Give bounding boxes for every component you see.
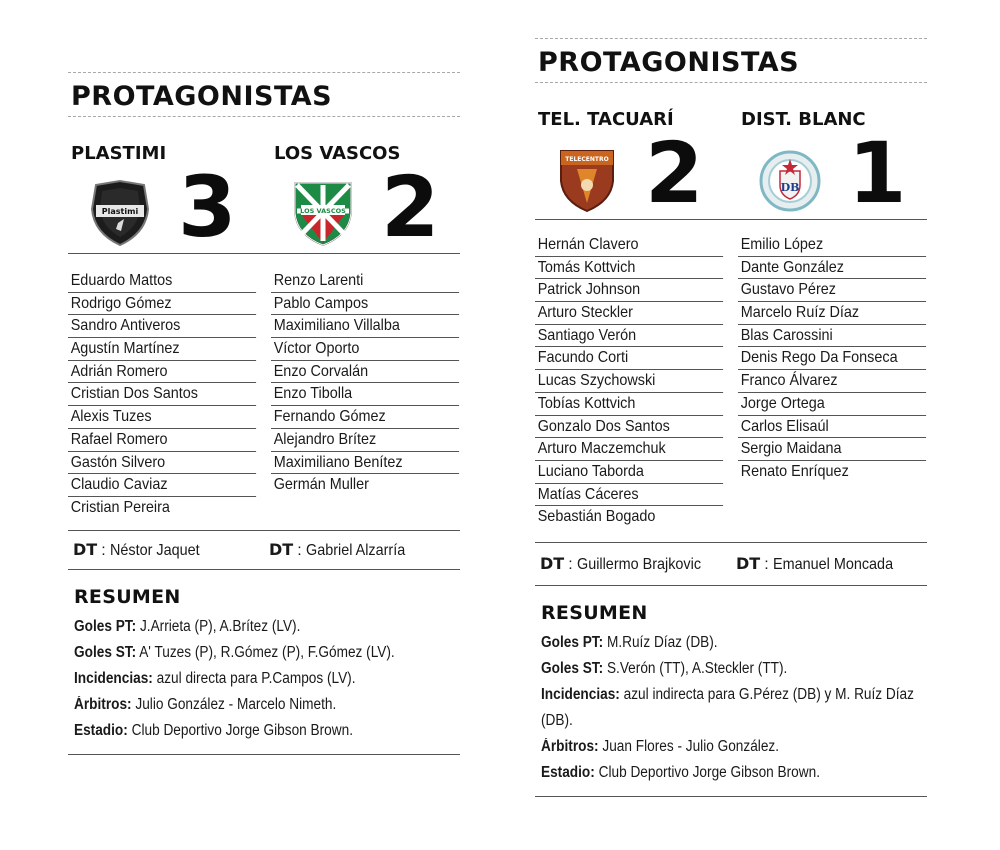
player-row: Pablo Campos [271,293,459,316]
player-row: Tomás Kottvich [535,257,723,280]
summary-goals-first-half: Goles PT: J.Arrieta (P), A.Brítez (LV). [74,618,301,635]
player-row: Santiago Verón [535,325,723,348]
player-row: Agustín Martínez [68,338,256,361]
away-coach: DT : Emanuel Moncada [736,554,894,573]
match-summary [68,570,460,754]
away-coach: DT : Gabriel Alzarría [269,540,406,559]
player-row: Claudio Caviaz [68,474,256,497]
match-card-plastimi-los-vascos [68,72,460,755]
tacuari-crest-icon [555,145,619,215]
player-row: Patrick Johnson [535,279,723,302]
player-row: Cristian Dos Santos [68,383,256,406]
player-row: Blas Carossini [738,325,926,348]
player-row: Maximiliano Benítez [271,452,459,475]
home-score: 2 [645,124,704,222]
player-row: Gonzalo Dos Santos [535,416,723,439]
player-row: Maximiliano Villalba [271,315,459,338]
player-row: Sergio Maidana [738,438,926,461]
player-row: Eduardo Mattos [68,270,256,293]
coaches-row [535,543,927,585]
summary-goals-second-half: Goles ST: S.Verón (TT), A.Steckler (TT). [541,660,788,677]
los-vascos-crest-icon [291,179,355,249]
summary-incidents: Incidencias: azul indirecta para G.Pérez (DB) y M. Ruíz Díaz (DB). [541,686,914,729]
scoreboard [68,117,460,256]
player-row: Facundo Corti [535,347,723,370]
player-row: Enzo Tibolla [271,383,459,406]
bottom-divider [535,796,927,797]
summary-title: RESUMEN [74,586,181,608]
player-row: Víctor Oporto [271,338,459,361]
player-row: Gastón Silvero [68,452,256,475]
home-score: 3 [178,158,237,256]
player-row: Renzo Larenti [271,270,459,293]
player-row: Hernán Clavero [535,234,723,257]
player-row: Marcelo Ruíz Díaz [738,302,926,325]
player-row: Lucas Szychowski [535,370,723,393]
scoreboard [535,83,927,222]
svg-text:Plastimi: Plastimi [101,207,139,216]
away-team-name: LOS VASCOS [274,143,401,164]
summary-title: RESUMEN [541,602,648,624]
player-row: Gustavo Pérez [738,279,926,302]
away-score: 1 [848,124,907,222]
player-row: Sebastián Bogado [537,508,656,526]
player-row: Alejandro Brítez [271,429,459,452]
svg-text:TELECENTRO: TELECENTRO [565,156,609,163]
player-row: Luciano Taborda [535,461,723,484]
home-team-name: TEL. TACUARÍ [538,109,674,130]
away-score: 2 [381,158,440,256]
summary-stadium: Estadio: Club Deportivo Jorge Gibson Brown. [74,722,353,739]
away-team [271,117,467,256]
player-row: Franco Álvarez [738,370,926,393]
player-row: Tobías Kottvich [535,393,723,416]
player-row: Emilio López [738,234,926,257]
summary-goals-second-half: Goles ST: A' Tuzes (P), R.Gómez (P), F.Gómez (LV). [74,644,395,661]
player-row: Rafael Romero [68,429,256,452]
home-team [535,83,731,222]
home-team-name: PLASTIMI [71,143,167,164]
away-team [738,83,934,222]
svg-text:DB: DB [780,181,800,194]
player-row: Jorge Ortega [738,393,926,416]
home-team [68,117,264,256]
lineups [68,254,460,530]
coaches-row [68,531,460,569]
section-heading: PROTAGONISTAS [538,47,800,78]
player-row: Fernando Gómez [271,406,459,429]
player-row: Arturo Steckler [535,302,723,325]
home-coach: DT : Néstor Jaquet [73,540,200,559]
player-row: Cristian Pereira [70,498,170,516]
player-row: Sandro Antiveros [68,315,256,338]
away-lineup [738,234,926,542]
away-lineup [271,270,459,530]
home-lineup [68,270,256,530]
summary-referees: Árbitros: Juan Flores - Julio González. [541,738,780,755]
dist-blanc-crest-icon [758,145,822,215]
lineups [535,220,927,542]
home-coach: DT : Guillermo Brajkovic [540,554,702,573]
summary-referees: Árbitros: Julio González - Marcelo Nimeth. [74,696,337,713]
summary-goals-first-half: Goles PT: M.Ruíz Díaz (DB). [541,634,718,651]
player-row: Denis Rego Da Fonseca [738,347,926,370]
match-card-tacuari-dist-blanc [535,38,927,797]
player-row: Enzo Corvalán [271,361,459,384]
match-summary [535,586,927,796]
player-row: Alexis Tuzes [68,406,256,429]
summary-incidents: Incidencias: azul directa para P.Campos (LV). [74,670,356,687]
player-row: Carlos Elisaúl [738,416,926,439]
player-row: Adrián Romero [68,361,256,384]
player-row: Arturo Maczemchuk [535,438,723,461]
home-lineup [535,234,723,542]
svg-text:LOS VASCOS: LOS VASCOS [300,207,346,215]
away-team-name: DIST. BLANC [741,109,866,130]
summary-stadium: Estadio: Club Deportivo Jorge Gibson Brown. [541,764,820,781]
player-row: Dante González [738,257,926,280]
player-row: Matías Cáceres [535,484,723,507]
player-row: Germán Muller [273,476,369,494]
bottom-divider [68,754,460,755]
plastimi-crest-icon [88,179,152,249]
player-row: Rodrigo Gómez [68,293,256,316]
section-heading: PROTAGONISTAS [71,81,333,112]
player-row: Renato Enríquez [740,462,849,480]
